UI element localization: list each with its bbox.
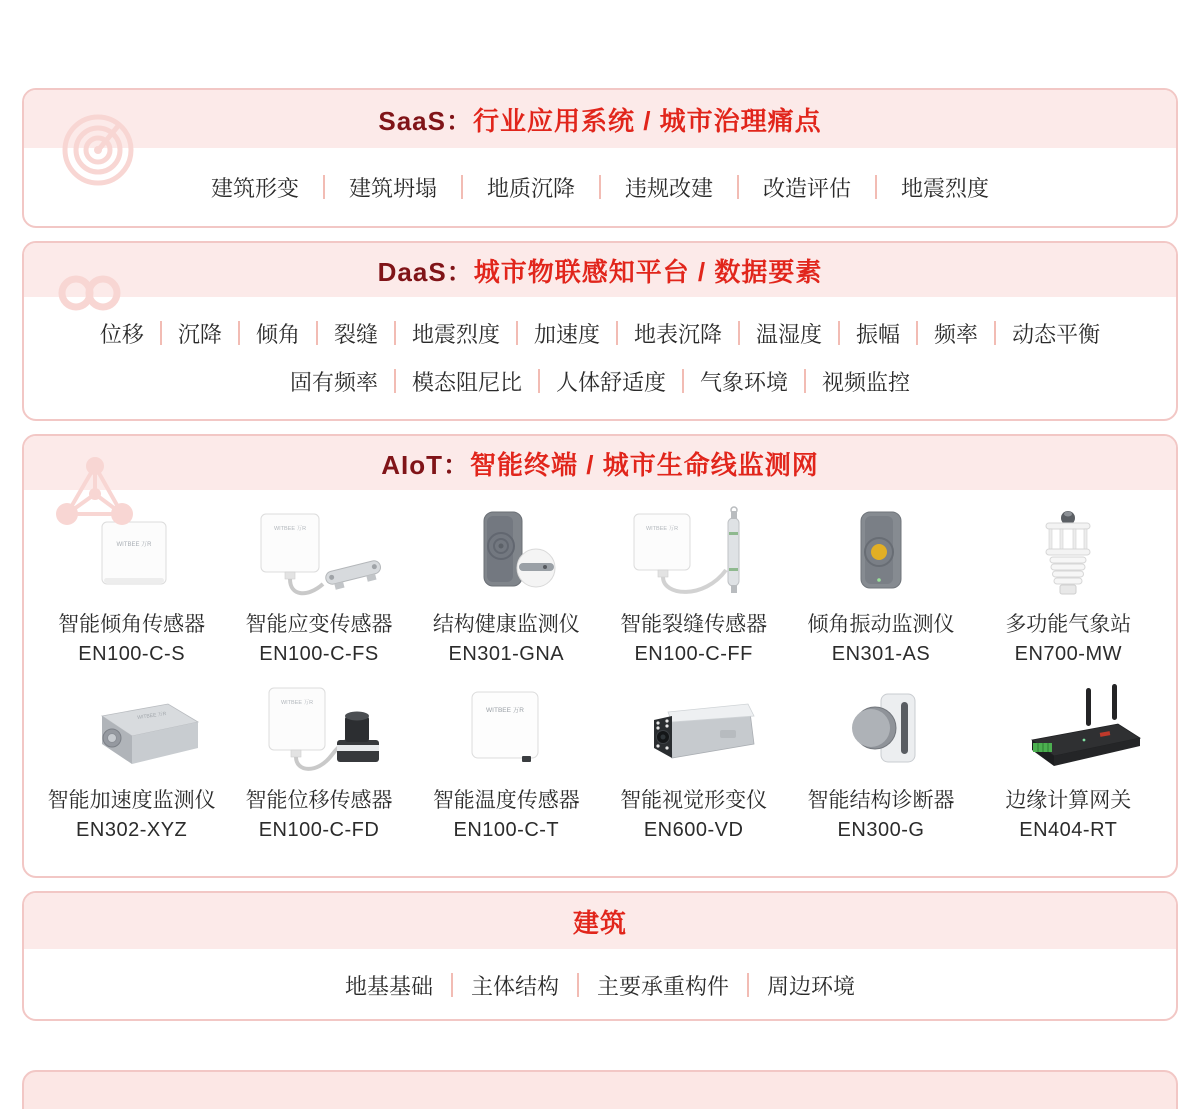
product-image-temperature-sensor — [421, 682, 591, 778]
building-title-text: 建筑 — [572, 907, 627, 938]
saas-item: 建筑坍塌 — [348, 175, 437, 201]
saas-content — [24, 148, 1176, 226]
saas-item: 建筑形变 — [210, 175, 299, 201]
daas-item: 动态平衡 — [1012, 321, 1101, 347]
item-divider — [577, 973, 579, 997]
saas-item: 改造评估 — [763, 175, 852, 201]
building-item: 地基基础 — [344, 973, 433, 999]
product-model: EN302-XYZ — [76, 819, 188, 841]
item-divider — [538, 369, 540, 393]
product-card — [600, 682, 787, 842]
product-name: 边缘计算网关 — [1005, 789, 1132, 812]
saas-item: 地质沉降 — [486, 175, 575, 201]
building-content — [24, 949, 1176, 1021]
product-brand-label: WITBEE 万R — [645, 526, 678, 532]
product-card — [225, 682, 412, 842]
product-name: 智能温度传感器 — [432, 789, 580, 812]
daas-header-band — [24, 243, 1176, 297]
aiot-card — [22, 434, 1178, 878]
item-divider — [804, 369, 806, 393]
daas-items-row-2 — [24, 357, 1176, 405]
building-item: 周边环境 — [767, 973, 856, 999]
product-card — [787, 682, 974, 842]
product-brand-label: WITBEE 万R — [116, 542, 152, 548]
item-divider — [316, 321, 318, 345]
daas-item: 振幅 — [856, 321, 901, 347]
item-divider — [737, 175, 739, 199]
product-name: 智能应变传感器 — [245, 613, 393, 636]
product-model: EN100-C-FD — [258, 819, 380, 841]
building-title — [573, 903, 627, 940]
daas-item: 加速度 — [533, 321, 600, 347]
item-divider — [599, 175, 601, 199]
product-image-weather-station — [983, 506, 1153, 602]
product-image-accelerometer — [47, 682, 217, 778]
daas-content — [24, 297, 1176, 421]
product-name: 结构健康监测仪 — [432, 613, 580, 636]
product-name: 智能结构诊断器 — [807, 789, 955, 812]
product-model: EN100-C-FF — [634, 643, 753, 665]
saas-title-prefix: SaaS： — [378, 105, 473, 136]
product-image-vision-camera — [609, 682, 779, 778]
product-image-edge-gateway — [983, 682, 1153, 778]
saas-card — [22, 88, 1178, 228]
daas-item: 地表沉降 — [634, 321, 723, 347]
product-name: 多功能气象站 — [1005, 613, 1132, 636]
product-brand-label: WITBEE 万R — [136, 711, 167, 722]
item-divider — [616, 321, 618, 345]
product-model: EN100-C-S — [78, 643, 186, 665]
product-card — [600, 506, 787, 666]
building-item: 主体结构 — [470, 973, 559, 999]
building-items-row — [345, 970, 855, 1001]
item-divider — [516, 321, 518, 345]
product-model: EN600-VD — [643, 819, 744, 841]
product-image-strain-sensor — [234, 506, 404, 602]
daas-item: 裂缝 — [333, 321, 378, 347]
saas-item: 违规改建 — [625, 175, 714, 201]
product-model: EN301-AS — [831, 643, 931, 665]
saas-items-row — [211, 172, 989, 203]
item-divider — [682, 369, 684, 393]
daas-item: 人体舒适度 — [555, 369, 666, 395]
daas-item: 位移 — [99, 321, 144, 347]
product-model: EN301-GNA — [448, 643, 565, 665]
product-brand-label: WITBEE 万R — [486, 707, 525, 714]
product-name: 智能位移传感器 — [245, 789, 393, 812]
item-divider — [323, 175, 325, 199]
bottom-partial-band — [22, 1070, 1178, 1109]
product-model: EN404-RT — [1019, 819, 1118, 841]
product-image-displacement-sensor — [234, 682, 404, 778]
product-card — [38, 506, 225, 666]
item-divider — [394, 321, 396, 345]
item-divider — [451, 973, 453, 997]
daas-title — [378, 252, 823, 289]
product-name: 智能裂缝传感器 — [620, 613, 768, 636]
product-image-crack-sensor — [609, 506, 779, 602]
daas-title-rest: 城市物联感知平台 / 数据要素 — [473, 256, 823, 287]
daas-item: 气象环境 — [700, 369, 789, 395]
building-header-band — [24, 893, 1176, 949]
product-card — [787, 506, 974, 666]
aiot-title — [381, 445, 818, 482]
product-card — [975, 682, 1162, 842]
product-card — [975, 506, 1162, 666]
product-model: EN100-C-T — [453, 819, 560, 841]
product-image-structural-health-monitor — [421, 506, 591, 602]
item-divider — [838, 321, 840, 345]
item-divider — [461, 175, 463, 199]
product-card — [38, 682, 225, 842]
item-divider — [994, 321, 996, 345]
aiot-title-rest: 智能终端 / 城市生命线监测网 — [470, 449, 819, 480]
aiot-product-grid — [24, 490, 1176, 848]
daas-item: 倾角 — [255, 321, 300, 347]
building-item: 主要承重构件 — [597, 973, 730, 999]
daas-item: 温湿度 — [756, 321, 823, 347]
item-divider — [875, 175, 877, 199]
item-divider — [238, 321, 240, 345]
saas-header-band — [24, 90, 1176, 148]
daas-item: 沉降 — [177, 321, 222, 347]
product-card — [225, 506, 412, 666]
daas-item: 固有频率 — [289, 369, 378, 395]
daas-items-row-1 — [24, 309, 1176, 357]
product-image-structure-diagnoser — [796, 682, 966, 778]
product-name: 倾角振动监测仪 — [807, 613, 955, 636]
daas-item: 地震烈度 — [411, 321, 500, 347]
product-brand-label: WITBEE 万R — [280, 700, 314, 706]
product-card — [413, 506, 600, 666]
product-name: 智能倾角传感器 — [58, 613, 206, 636]
item-divider — [394, 369, 396, 393]
saas-item: 地震烈度 — [901, 175, 990, 201]
saas-title — [378, 101, 821, 138]
daas-item: 模态阻尼比 — [411, 369, 522, 395]
product-model: EN100-C-FS — [259, 643, 379, 665]
product-image-tilt-sensor — [47, 506, 217, 602]
daas-card — [22, 241, 1178, 421]
saas-title-rest: 行业应用系统 / 城市治理痛点 — [472, 105, 822, 136]
product-name: 智能加速度监测仪 — [47, 789, 216, 812]
product-image-tilt-vibration-monitor — [796, 506, 966, 602]
item-divider — [738, 321, 740, 345]
item-divider — [160, 321, 162, 345]
product-name: 智能视觉形变仪 — [620, 789, 768, 812]
product-brand-label: WITBEE 万R — [273, 526, 307, 532]
product-card — [413, 682, 600, 842]
item-divider — [916, 321, 918, 345]
product-model: EN700-MW — [1014, 643, 1122, 665]
aiot-header-band — [24, 436, 1176, 490]
aiot-title-prefix: AIoT： — [381, 449, 471, 480]
daas-item: 频率 — [934, 321, 979, 347]
item-divider — [747, 973, 749, 997]
daas-title-prefix: DaaS： — [377, 256, 474, 287]
product-model: EN300-G — [837, 819, 925, 841]
building-card — [22, 891, 1178, 1021]
daas-item: 视频监控 — [822, 369, 911, 395]
